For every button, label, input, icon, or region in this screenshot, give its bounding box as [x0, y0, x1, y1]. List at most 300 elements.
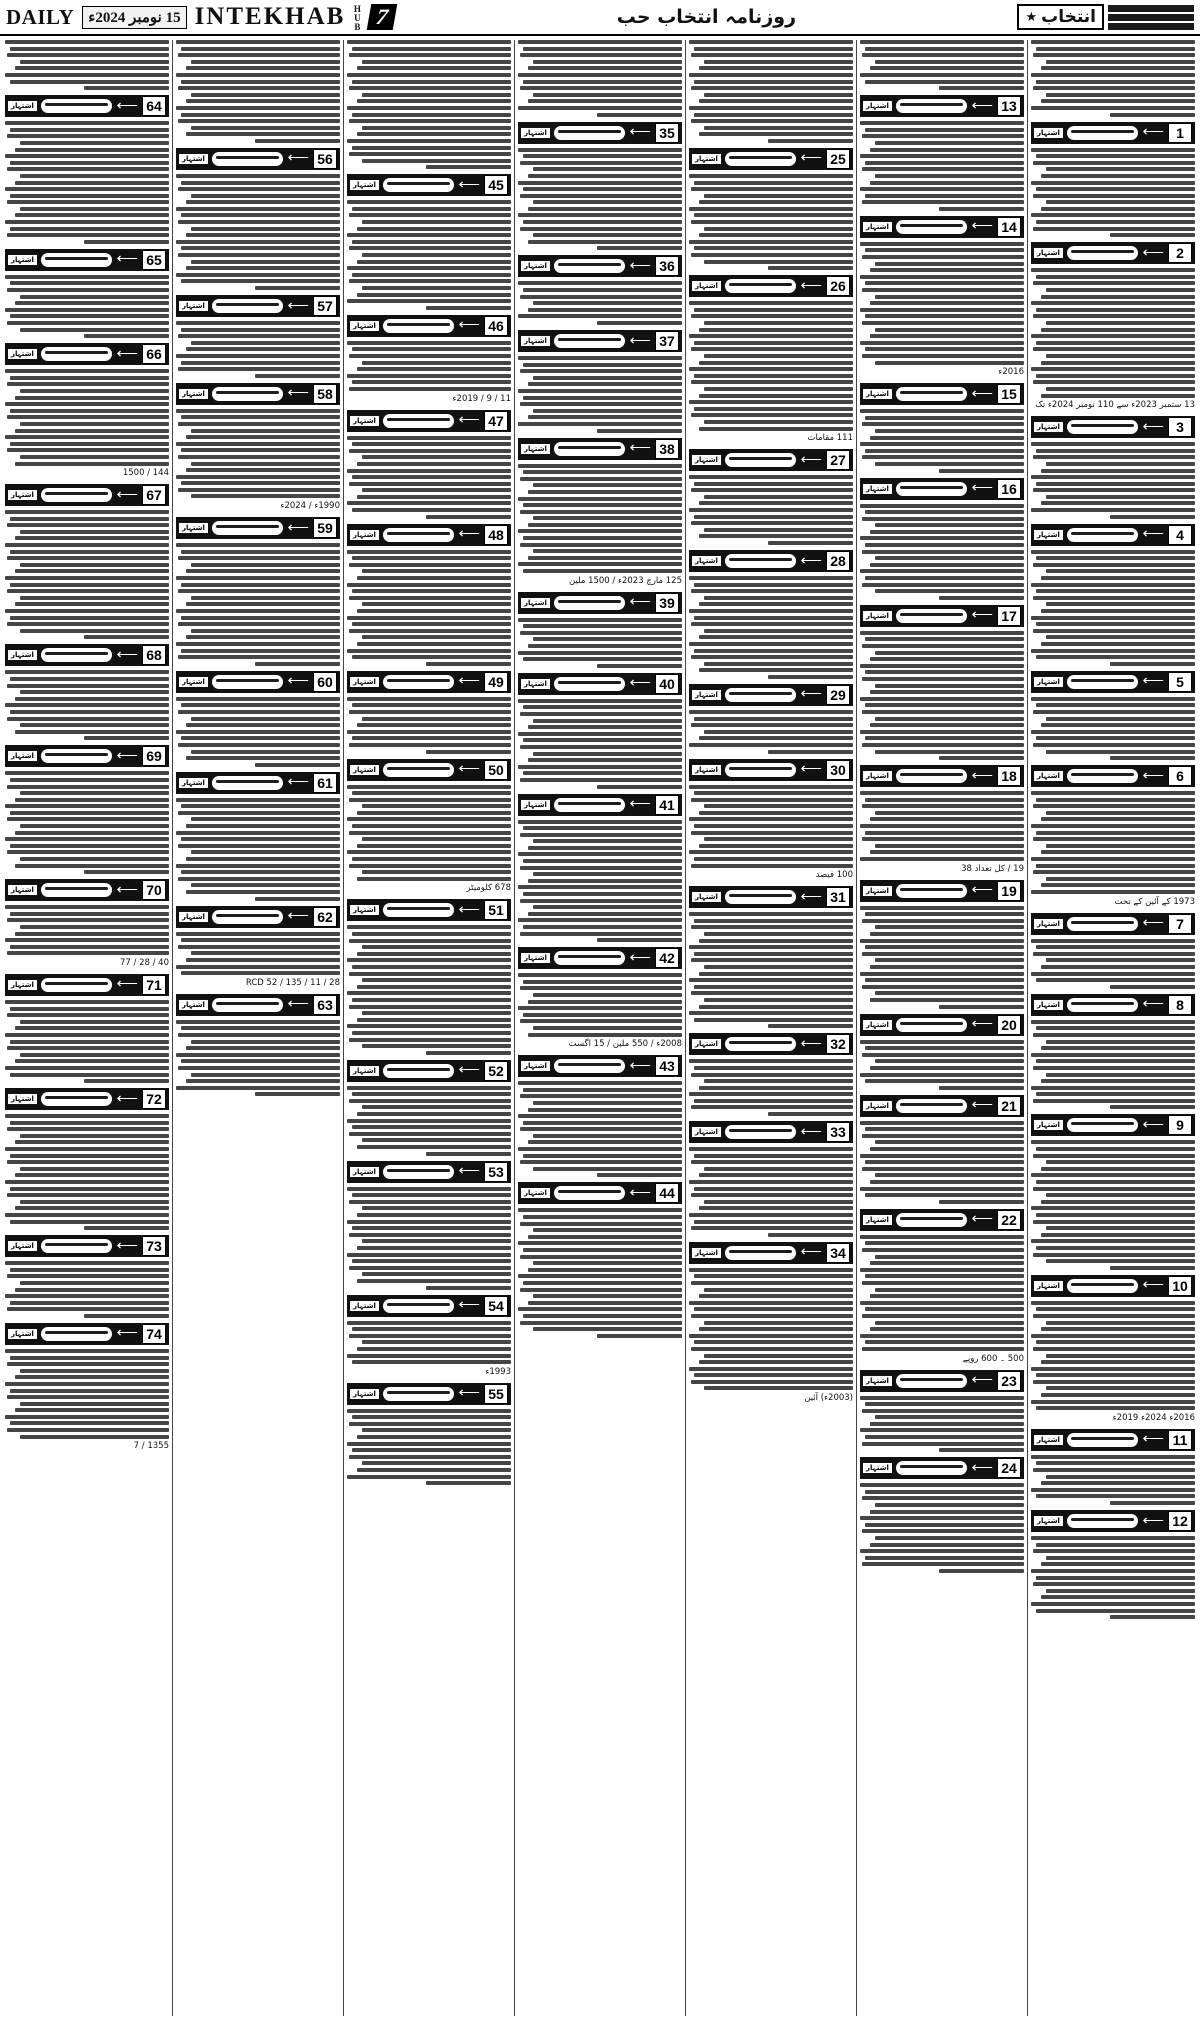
listing-number: 61	[313, 773, 337, 793]
headline-bar	[1067, 998, 1139, 1012]
listing-header-36[interactable]	[518, 255, 682, 277]
listing-number: 11	[1168, 1430, 1192, 1450]
article-text	[860, 1040, 1024, 1090]
arrow-left-icon: ⟵	[116, 976, 138, 993]
article-text	[1031, 697, 1195, 760]
headline-bar	[896, 1213, 968, 1227]
headline-bar	[383, 675, 455, 689]
listing-header-15[interactable]	[860, 383, 1024, 405]
listing-number: 50	[484, 760, 508, 780]
listing-tag: اشتہار	[8, 751, 37, 761]
listing-number: 56	[313, 149, 337, 169]
listing-header-69[interactable]	[5, 745, 169, 767]
listing-number: 9	[1168, 1115, 1192, 1135]
listing-header-49[interactable]	[347, 671, 511, 693]
headline-bar	[1067, 126, 1139, 140]
arrow-left-icon: ⟵	[287, 908, 309, 925]
headline-bar	[212, 910, 284, 924]
headline-bar	[896, 609, 968, 623]
inline-figures: 500 ۔ 600 روپے	[962, 1353, 1024, 1364]
listing-header-19[interactable]	[860, 880, 1024, 902]
inline-figures: 2016ء	[998, 367, 1024, 378]
listing-header-12[interactable]	[1031, 1510, 1195, 1532]
listing-tag: اشتہار	[692, 765, 721, 775]
listing-tag: اشتہار	[863, 771, 892, 781]
headline-bar	[1067, 1433, 1139, 1447]
headline-bar	[725, 1246, 797, 1260]
listing-header-70[interactable]	[5, 879, 169, 901]
listing-tag: اشتہار	[350, 321, 379, 331]
listing-header-21[interactable]	[860, 1095, 1024, 1117]
listing-header-67[interactable]	[5, 484, 169, 506]
listing-number: 58	[313, 384, 337, 404]
listing-tag: اشتہار	[1034, 677, 1063, 687]
listing-header-9[interactable]	[1031, 1114, 1195, 1136]
arrow-left-icon: ⟵	[629, 257, 651, 274]
headline-bar	[41, 347, 113, 361]
listing-number: 13	[997, 96, 1021, 116]
listing-tag: اشتہار	[863, 1376, 892, 1386]
article-text	[176, 932, 340, 989]
headline-bar	[383, 528, 455, 542]
paper-sub-latin: HUB	[352, 3, 363, 31]
arrow-left-icon: ⟵	[629, 796, 651, 812]
paper-name-urdu: روزنامہ انتخاب حب	[616, 6, 797, 28]
arrow-left-icon: ⟵	[116, 1237, 138, 1254]
headline-bar	[896, 99, 968, 113]
listing-number: 28	[826, 551, 850, 571]
listing-tag: اشتہار	[350, 1167, 379, 1177]
listing-number: 25	[826, 149, 850, 169]
listing-header-45[interactable]	[347, 174, 511, 196]
article-text	[860, 1396, 1024, 1453]
arrow-left-icon: ⟵	[629, 949, 651, 966]
listing-number: 64	[142, 96, 166, 116]
listing-header-10[interactable]	[1031, 1275, 1195, 1297]
listing-tag: اشتہار	[1034, 1000, 1063, 1010]
headline-bar	[725, 1037, 797, 1051]
listing-number: 63	[313, 995, 337, 1015]
article-text	[5, 670, 169, 740]
listing-number: 40	[655, 674, 679, 694]
headline-bar	[554, 442, 626, 456]
listing-number: 35	[655, 123, 679, 143]
article-text	[689, 40, 853, 143]
arrow-left-icon: ⟵	[287, 385, 309, 402]
listing-number: 62	[313, 907, 337, 927]
inline-figures: 144 / 1500	[122, 468, 169, 479]
article-text	[1031, 40, 1195, 117]
listing-number: 71	[142, 975, 166, 995]
headline-bar	[383, 414, 455, 428]
article-text	[5, 1114, 169, 1230]
arrow-left-icon: ⟵	[458, 901, 480, 918]
inline-figures: 100 فیصد	[815, 870, 853, 881]
listing-header-27[interactable]	[689, 449, 853, 471]
listing-header-5[interactable]	[1031, 671, 1195, 693]
listing-tag: اشتہار	[521, 800, 550, 810]
listing-header-68[interactable]	[5, 644, 169, 666]
listing-header-42[interactable]	[518, 947, 682, 969]
listing-number: 47	[484, 411, 508, 431]
listing-header-54[interactable]	[347, 1295, 511, 1317]
arrow-left-icon: ⟵	[458, 176, 480, 193]
headline-bar	[41, 978, 113, 992]
listing-tag: اشتہار	[350, 1301, 379, 1311]
inline-figures: 111 مقامات	[807, 433, 853, 444]
arrow-left-icon: ⟵	[629, 1184, 651, 1201]
listing-header-29[interactable]	[689, 684, 853, 706]
listing-tag: اشتہار	[179, 778, 208, 788]
listing-tag: اشتہار	[1034, 128, 1063, 138]
listing-tag: اشتہار	[8, 1329, 37, 1339]
listing-header-65[interactable]	[5, 249, 169, 271]
listing-header-33[interactable]	[689, 1121, 853, 1143]
listing-tag: اشتہار	[8, 490, 37, 500]
arrow-left-icon: ⟵	[800, 1123, 822, 1140]
headline-bar	[896, 387, 968, 401]
listing-tag: اشتہار	[350, 677, 379, 687]
listing-number: 49	[484, 672, 508, 692]
listing-tag: اشتہار	[350, 180, 379, 190]
arrow-left-icon: ⟵	[800, 686, 822, 703]
inline-figures: 1973 کے آئین کے تحت	[1114, 896, 1195, 907]
article-text	[176, 1020, 340, 1097]
arrow-left-icon: ⟵	[116, 345, 138, 362]
listing-number: 12	[1168, 1511, 1192, 1531]
listing-header-11[interactable]	[1031, 1429, 1195, 1451]
listing-header-43[interactable]	[518, 1055, 682, 1077]
logo-label: انتخاب	[1041, 7, 1096, 27]
article-text	[860, 631, 1024, 760]
listing-header-58[interactable]	[176, 383, 340, 405]
inline-figures: 2016ء 2024ء 2019ء	[1112, 1412, 1195, 1423]
article-text	[347, 1409, 511, 1486]
listing-number: 14	[997, 217, 1021, 237]
arrow-left-icon: ⟵	[458, 673, 480, 690]
headline-bar	[554, 334, 626, 348]
headline-bar	[41, 1092, 113, 1106]
article-text	[1031, 550, 1195, 666]
headline-bar	[383, 1064, 455, 1078]
article-text	[860, 409, 1024, 472]
listing-header-20[interactable]	[860, 1014, 1024, 1036]
inline-figures: RCD 52 / 135 / 11 / 28	[245, 977, 340, 988]
listing-tag: اشتہار	[8, 255, 37, 265]
listing-tag: اشتہار	[8, 650, 37, 660]
listing-header-50[interactable]	[347, 759, 511, 781]
listing-tag: اشتہار	[179, 912, 208, 922]
article-text	[689, 1059, 853, 1116]
article-text	[5, 275, 169, 338]
headline-bar	[896, 1374, 968, 1388]
listing-header-8[interactable]	[1031, 994, 1195, 1016]
listing-header-38[interactable]	[518, 438, 682, 460]
listing-number: 54	[484, 1296, 508, 1316]
article-text	[176, 174, 340, 290]
listing-header-62[interactable]	[176, 906, 340, 928]
listing-header-24[interactable]	[860, 1457, 1024, 1479]
listing-header-66[interactable]	[5, 343, 169, 365]
listing-tag: اشتہار	[863, 886, 892, 896]
article-text	[1031, 1140, 1195, 1269]
listing-number: 74	[142, 1324, 166, 1344]
listing-header-23[interactable]	[860, 1370, 1024, 1392]
headline-bar	[383, 1299, 455, 1313]
article-text	[1031, 1020, 1195, 1110]
headline-bar	[41, 1239, 113, 1253]
listing-header-6[interactable]	[1031, 765, 1195, 787]
listing-number: 1	[1168, 123, 1192, 143]
listing-number: 22	[997, 1210, 1021, 1230]
headline-bar	[896, 884, 968, 898]
listing-header-72[interactable]	[5, 1088, 169, 1110]
arrow-left-icon: ⟵	[971, 882, 993, 899]
headline-bar	[212, 521, 284, 535]
headline-bar	[725, 890, 797, 904]
listing-tag: اشتہار	[1034, 422, 1063, 432]
listing-tag: اشتہار	[350, 1066, 379, 1076]
listing-number: 42	[655, 948, 679, 968]
listing-header-32[interactable]	[689, 1033, 853, 1055]
article-text	[1031, 1536, 1195, 1619]
headline-bar	[212, 299, 284, 313]
article-text	[5, 369, 169, 479]
listing-tag: اشتہار	[1034, 1120, 1063, 1130]
arrow-left-icon: ⟵	[287, 673, 309, 690]
listing-number: 27	[826, 450, 850, 470]
listing-number: 3	[1168, 417, 1192, 437]
headline-bar	[896, 1099, 968, 1113]
listing-header-55[interactable]	[347, 1383, 511, 1405]
article-text	[518, 820, 682, 943]
listing-tag: اشتہار	[1034, 530, 1063, 540]
listing-header-28[interactable]	[689, 550, 853, 572]
newspaper-column-1	[1027, 40, 1198, 2016]
listing-tag: اشتہار	[692, 892, 721, 902]
listing-header-25[interactable]	[689, 148, 853, 170]
listing-header-52[interactable]	[347, 1060, 511, 1082]
listing-header-2[interactable]	[1031, 242, 1195, 264]
headline-bar	[41, 488, 113, 502]
arrow-left-icon: ⟵	[800, 451, 822, 468]
article-text	[347, 1187, 511, 1290]
listing-tag: اشتہار	[350, 905, 379, 915]
listing-header-51[interactable]	[347, 899, 511, 921]
listing-number: 69	[142, 746, 166, 766]
listing-header-4[interactable]	[1031, 524, 1195, 546]
arrow-left-icon: ⟵	[1142, 526, 1164, 543]
listing-number: 30	[826, 760, 850, 780]
article-text	[347, 341, 511, 405]
headline-bar	[725, 152, 797, 166]
article-text	[1031, 268, 1195, 411]
listing-number: 17	[997, 606, 1021, 626]
arrow-left-icon: ⟵	[1142, 1116, 1164, 1133]
listing-header-26[interactable]	[689, 275, 853, 297]
arrow-left-icon: ⟵	[116, 1090, 138, 1107]
arrow-left-icon: ⟵	[629, 124, 651, 141]
article-text	[518, 464, 682, 587]
arrow-left-icon: ⟵	[458, 1297, 480, 1314]
listing-header-53[interactable]	[347, 1161, 511, 1183]
article-text	[518, 699, 682, 789]
arrow-left-icon: ⟵	[800, 150, 822, 167]
headline-bar	[41, 253, 113, 267]
masthead	[0, 0, 1200, 36]
page-number: 7	[367, 4, 398, 30]
listing-tag: اشتہار	[863, 389, 892, 399]
listing-tag: اشتہار	[692, 1127, 721, 1137]
listing-number: 19	[997, 881, 1021, 901]
arrow-left-icon: ⟵	[458, 1062, 480, 1079]
listing-tag: اشتہار	[1034, 1516, 1063, 1526]
article-text	[518, 1208, 682, 1337]
listing-header-56[interactable]	[176, 148, 340, 170]
headline-bar	[896, 1461, 968, 1475]
arrow-left-icon: ⟵	[116, 747, 138, 764]
listing-header-39[interactable]	[518, 592, 682, 614]
listing-header-63[interactable]	[176, 994, 340, 1016]
listing-tag: اشتہار	[692, 455, 721, 465]
listing-tag: اشتہار	[350, 765, 379, 775]
listing-header-71[interactable]	[5, 974, 169, 996]
arrow-left-icon: ⟵	[800, 888, 822, 905]
article-text	[689, 1147, 853, 1237]
listing-header-61[interactable]	[176, 772, 340, 794]
headline-bar	[1067, 675, 1139, 689]
article-text	[176, 697, 340, 767]
article-text	[860, 504, 1024, 600]
listing-header-13[interactable]	[860, 95, 1024, 117]
listing-tag: اشتہار	[521, 444, 550, 454]
listing-tag: اشتہار	[521, 336, 550, 346]
listing-number: 15	[997, 384, 1021, 404]
listing-number: 66	[142, 344, 166, 364]
listing-header-30[interactable]	[689, 759, 853, 781]
headline-bar	[554, 259, 626, 273]
newspaper-column-7	[2, 40, 172, 2016]
listing-header-46[interactable]	[347, 315, 511, 337]
listing-number: 70	[142, 880, 166, 900]
listing-number: 10	[1168, 1276, 1192, 1296]
listing-number: 46	[484, 316, 508, 336]
arrow-left-icon: ⟵	[971, 1459, 993, 1476]
headline-bar	[383, 1165, 455, 1179]
article-text	[689, 475, 853, 545]
listing-tag: اشتہار	[521, 1061, 550, 1071]
arrow-left-icon: ⟵	[116, 1325, 138, 1342]
article-text	[5, 905, 169, 969]
arrow-left-icon: ⟵	[971, 1372, 993, 1388]
article-text	[1031, 1301, 1195, 1424]
article-text	[5, 40, 169, 90]
listing-number: 60	[313, 672, 337, 692]
listing-tag: اشتہار	[8, 349, 37, 359]
headline-bar	[554, 1059, 626, 1073]
listing-header-3[interactable]	[1031, 416, 1195, 438]
article-text	[860, 1483, 1024, 1573]
headline-bar	[725, 688, 797, 702]
article-text	[347, 40, 511, 169]
newspaper-column-3	[685, 40, 856, 2016]
headline-bar	[554, 677, 626, 691]
listing-tag: اشتہار	[8, 980, 37, 990]
listing-tag: اشتہار	[350, 1389, 379, 1399]
listing-number: 6	[1168, 766, 1192, 786]
listing-header-47[interactable]	[347, 410, 511, 432]
arrow-left-icon: ⟵	[1142, 915, 1164, 932]
article-text	[860, 1121, 1024, 1204]
article-text	[689, 301, 853, 444]
listing-header-59[interactable]	[176, 517, 340, 539]
listing-number: 45	[484, 175, 508, 195]
listing-header-22[interactable]	[860, 1209, 1024, 1231]
listing-tag: اشتہار	[692, 154, 721, 164]
listing-header-64[interactable]	[5, 95, 169, 117]
arrow-left-icon: ⟵	[287, 774, 309, 791]
article-text	[518, 1081, 682, 1177]
listing-header-44[interactable]	[518, 1182, 682, 1204]
listing-header-1[interactable]	[1031, 122, 1195, 144]
listing-header-14[interactable]	[860, 216, 1024, 238]
listing-header-18[interactable]	[860, 765, 1024, 787]
listing-number: 21	[997, 1096, 1021, 1116]
listing-header-73[interactable]	[5, 1235, 169, 1257]
inline-figures: 40 / 28 / 77	[119, 957, 169, 968]
arrow-left-icon: ⟵	[800, 552, 822, 569]
listing-header-7[interactable]	[1031, 913, 1195, 935]
listing-header-16[interactable]	[860, 478, 1024, 500]
listing-header-34[interactable]	[689, 1242, 853, 1264]
listing-number: 41	[655, 795, 679, 815]
listing-header-37[interactable]	[518, 330, 682, 352]
listing-header-57[interactable]	[176, 295, 340, 317]
listing-header-60[interactable]	[176, 671, 340, 693]
arrow-left-icon: ⟵	[629, 332, 651, 349]
arrow-left-icon: ⟵	[1142, 1277, 1164, 1294]
listing-tag: اشتہار	[8, 1094, 37, 1104]
listing-header-48[interactable]	[347, 524, 511, 546]
article-text	[5, 510, 169, 639]
listing-tag: اشتہار	[692, 556, 721, 566]
listing-number: 72	[142, 1089, 166, 1109]
listing-header-31[interactable]	[689, 886, 853, 908]
headline-bar	[1067, 917, 1139, 931]
headline-bar	[212, 675, 284, 689]
headline-bar	[212, 998, 284, 1012]
article-text	[1031, 1455, 1195, 1505]
listing-header-35[interactable]	[518, 122, 682, 144]
headline-bar	[1067, 1279, 1139, 1293]
listing-header-41[interactable]	[518, 794, 682, 816]
listing-header-17[interactable]	[860, 605, 1024, 627]
daily-label: DAILY	[6, 4, 75, 29]
arrow-left-icon: ⟵	[1142, 1431, 1164, 1448]
headline-bar	[1067, 769, 1139, 783]
article-text	[176, 40, 340, 143]
article-text	[5, 1000, 169, 1083]
listing-header-74[interactable]	[5, 1323, 169, 1345]
listing-header-40[interactable]	[518, 673, 682, 695]
headline-bar	[41, 1327, 113, 1341]
listing-number: 65	[142, 250, 166, 270]
listing-tag: اشتہار	[863, 1463, 892, 1473]
arrow-left-icon: ⟵	[116, 251, 138, 268]
article-text	[176, 409, 340, 512]
article-text	[5, 121, 169, 244]
listing-number: 55	[484, 1384, 508, 1404]
